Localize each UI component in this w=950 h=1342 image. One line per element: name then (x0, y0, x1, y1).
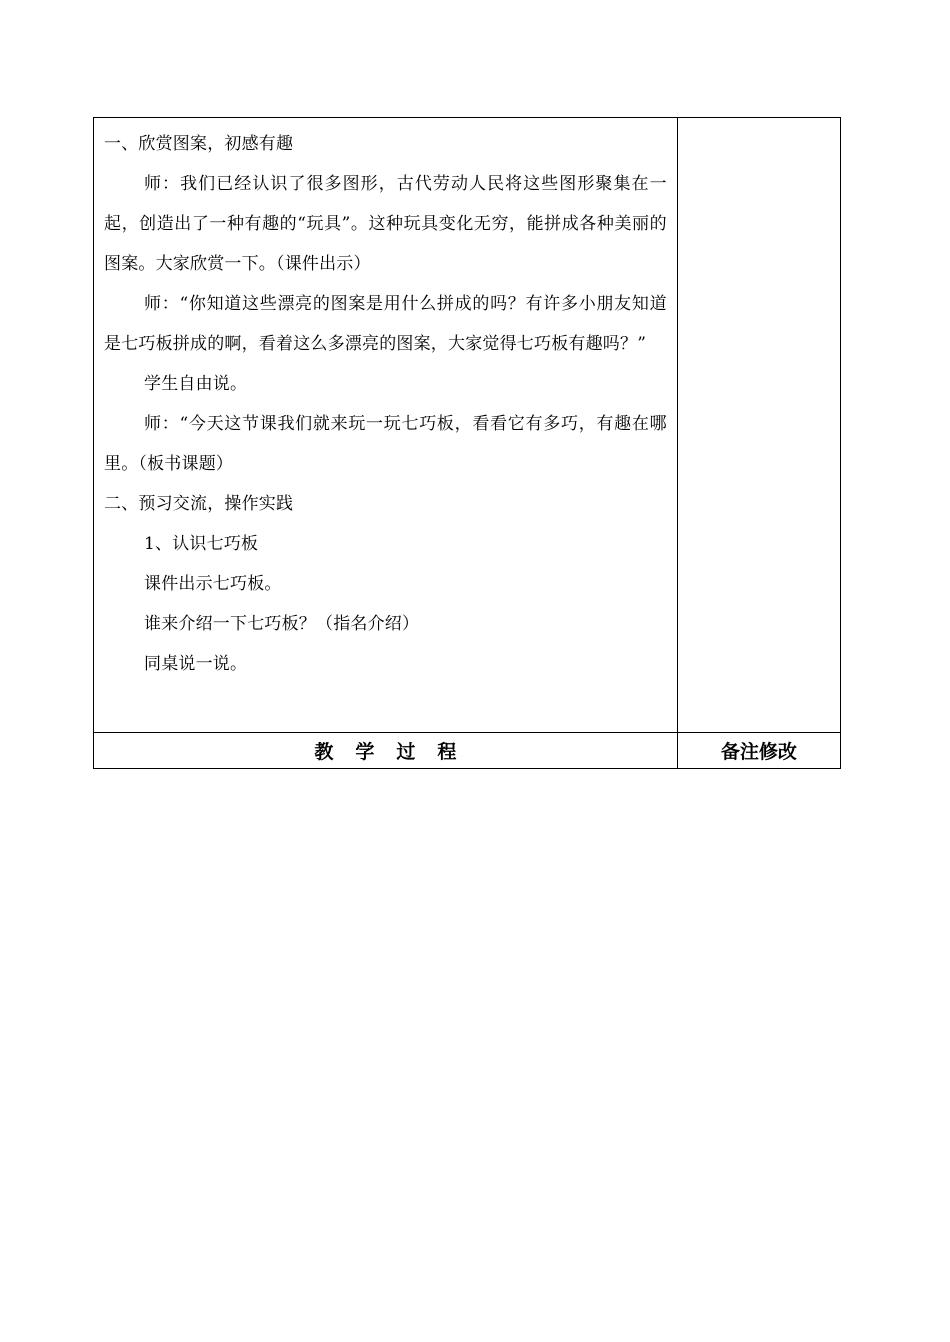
notes-header (677, 733, 840, 769)
paragraph-teacher-question: 师：“你知道这些漂亮的图案是用什么拼成的吗？有许多小朋友知道是七巧板拼成的啊，看着这么多漂亮的图案，大家觉得七巧板有趣吗？” (104, 294, 667, 354)
header-row (94, 733, 841, 769)
notes-cell (677, 118, 840, 733)
notes-label: 备注修改 (720, 741, 797, 763)
paragraph-teacher-topic: 师：“今天这节课我们就来玩一玩七巧板，看看它有多巧，有趣在哪里。（板书课题） (104, 414, 667, 474)
paragraph-students: 学生自由说。 (144, 374, 248, 394)
lesson-plan-table (93, 117, 841, 769)
item-1-title: 1、认识七巧板 (144, 534, 259, 554)
teaching-process-label: 教学过程 (314, 741, 479, 763)
teaching-content-cell (94, 118, 678, 733)
teaching-process-header (94, 733, 678, 769)
content-row (94, 118, 841, 733)
paragraph-teacher-intro: 师：我们已经认识了很多图形，古代劳动人民将这些图形聚集在一起，创造出了一种有趣的“玩具”。这种玩具变化无穷，能拼成各种美丽的图案。大家欣赏一下。（课件出示） (104, 174, 667, 274)
line-courseware: 课件出示七巧板。 (144, 574, 282, 594)
line-deskmate: 同桌说一说。 (144, 654, 248, 674)
section-title-1: 一、欣赏图案，初感有趣 (104, 134, 294, 154)
section-title-2: 二、预习交流，操作实践 (104, 494, 294, 514)
line-introduce: 谁来介绍一下七巧板？（指名介绍） (144, 614, 420, 634)
